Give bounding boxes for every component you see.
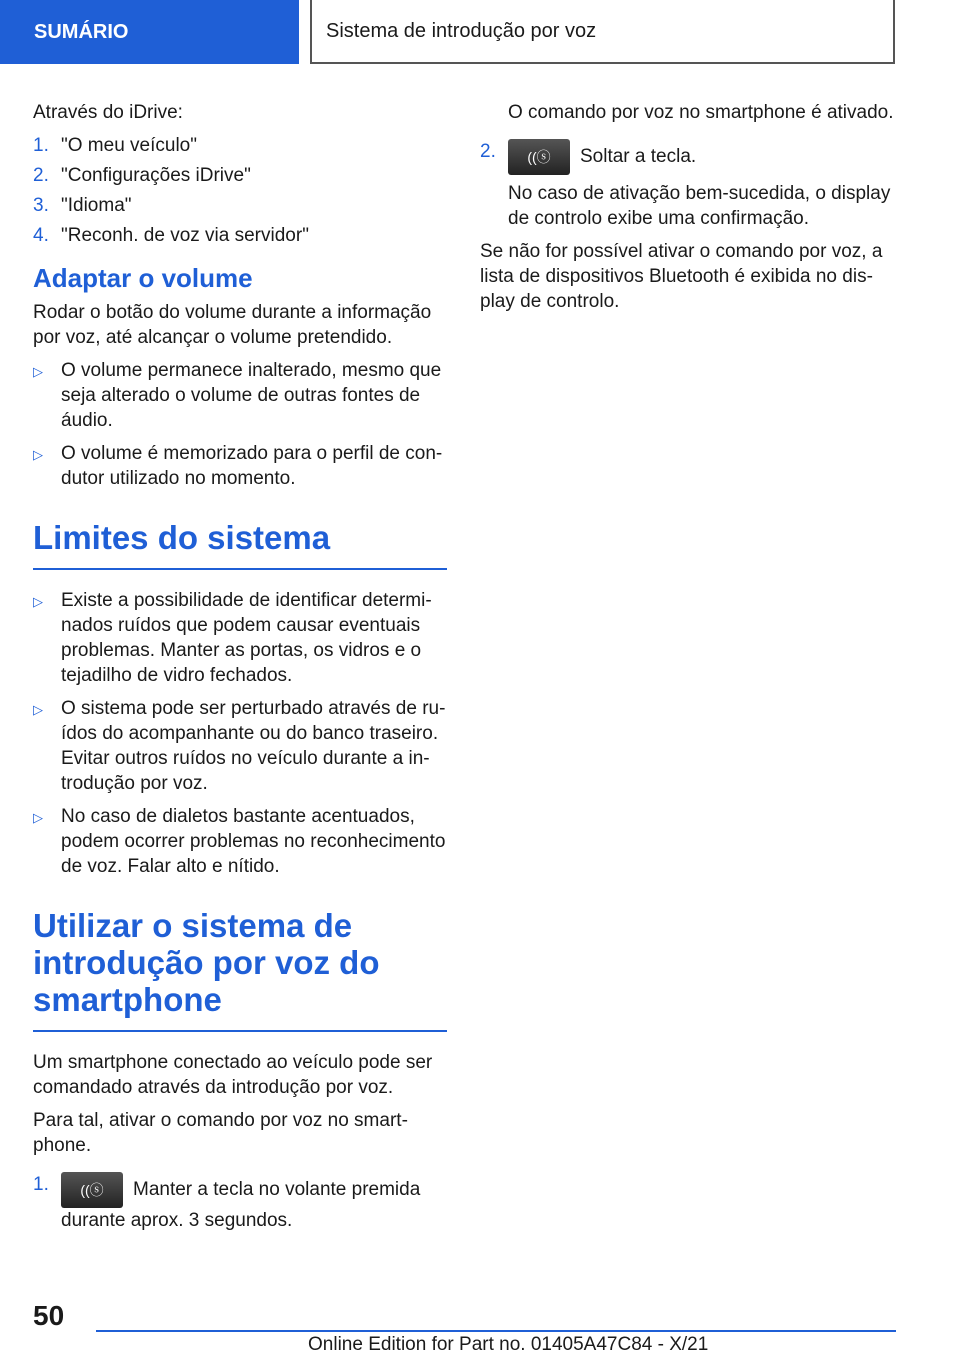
list-item bbox=[33, 588, 447, 688]
smartphone-step-1 bbox=[33, 1172, 447, 1233]
limits-heading: Limites do sistema bbox=[33, 519, 447, 570]
triangle-right-icon: ▷ bbox=[33, 447, 43, 462]
header-section-title bbox=[310, 0, 895, 64]
intro-text: Através do iDrive: bbox=[33, 102, 183, 123]
list-item bbox=[33, 441, 447, 491]
bullet-text: No caso de dialetos bastante acentuados, podem ocorrer problemas no reconhecimento de voz. Falar alto e nítido. bbox=[61, 806, 446, 877]
triangle-right-icon: ▷ bbox=[33, 594, 43, 609]
activated-text: O comando por voz no smartphone é ativado. bbox=[508, 102, 894, 123]
step-2-detail: No caso de ativação bem-sucedida, o display de controlo exibe uma confirmação. bbox=[508, 183, 891, 229]
step-number: 1. bbox=[33, 135, 49, 156]
triangle-right-icon: ▷ bbox=[33, 702, 43, 717]
list-item bbox=[33, 804, 447, 879]
smartphone-text-1: Um smartphone conectado ao veículo pode ser comandado através da introdução por voz. bbox=[33, 1052, 433, 1098]
volume-heading: Adaptar o volume bbox=[33, 263, 253, 293]
step-body bbox=[508, 139, 696, 175]
list-item bbox=[33, 223, 447, 248]
step-number: 3. bbox=[33, 195, 49, 216]
voice-command-key-icon: ((ⓢ bbox=[508, 139, 570, 175]
bullet-text: O volume é memorizado para o perfil de condutor utilizado no momento. bbox=[61, 443, 443, 489]
footer-edition: Online Edition for Part no. 01405A47C84 - X/21 bbox=[308, 1334, 709, 1355]
idrive-steps bbox=[33, 133, 447, 248]
step-2 bbox=[480, 139, 900, 175]
left-column bbox=[33, 100, 447, 1233]
list-item bbox=[33, 133, 447, 158]
step-body bbox=[61, 1172, 447, 1233]
step-text: "O meu veículo" bbox=[61, 135, 197, 156]
step-number: 2. bbox=[33, 165, 49, 186]
bullet-text: Existe a possibilidade de identificar determinados ruídos que podem causar eventuais problemas. Manter as portas, os vidros e o tejadilho de vidro fechados. bbox=[61, 590, 432, 686]
page-number: 50 bbox=[33, 1300, 65, 1331]
step-text: "Reconh. de voz via servidor" bbox=[61, 225, 309, 246]
step-text: "Idioma" bbox=[61, 195, 132, 216]
header-tab-label: SUMÁRIO bbox=[34, 20, 129, 43]
smartphone-heading: Utilizar o sistema de introdução por voz do smartphone bbox=[33, 907, 447, 1032]
smartphone-text-2: Para tal, ativar o comando por voz no smartphone. bbox=[33, 1110, 408, 1156]
bullet-text: O volume permanece inalterado, mesmo que seja alterado o volume de outras fontes de áudio. bbox=[61, 360, 442, 431]
bullet-text: O sistema pode ser perturbado através de ruídos do acompanhante ou do banco traseiro. Evitar outros ruídos no veículo durante a introdução por voz. bbox=[61, 698, 446, 794]
step-number: 2. bbox=[480, 141, 496, 162]
triangle-right-icon: ▷ bbox=[33, 810, 43, 825]
step-number: 4. bbox=[33, 225, 49, 246]
footer-divider bbox=[96, 1330, 896, 1332]
limits-bullets bbox=[33, 588, 447, 879]
triangle-right-icon: ▷ bbox=[33, 364, 43, 379]
list-item bbox=[33, 696, 447, 796]
volume-bullets bbox=[33, 358, 447, 491]
step-text: "Configurações iDrive" bbox=[61, 165, 251, 186]
step-number: 1. bbox=[33, 1174, 49, 1195]
list-item bbox=[33, 358, 447, 433]
step-text: Soltar a tecla. bbox=[580, 146, 697, 168]
section-title-text: Sistema de introdução por voz bbox=[326, 19, 597, 42]
voice-command-key-icon: ((ⓢ bbox=[61, 1172, 123, 1208]
step-text: Manter a tecla no volante premida durante aprox. 3 segundos. bbox=[61, 1179, 421, 1231]
fail-text: Se não for possível ativar o comando por voz, a lista de dispositivos Bluetooth é exibida no display de controlo. bbox=[480, 241, 883, 312]
header-tab-contents[interactable] bbox=[0, 0, 299, 64]
list-item bbox=[33, 163, 447, 188]
right-column bbox=[480, 100, 900, 322]
volume-text: Rodar o botão do volume durante a informação por voz, até alcançar o volume pretendido. bbox=[33, 302, 432, 348]
list-item bbox=[33, 193, 447, 218]
